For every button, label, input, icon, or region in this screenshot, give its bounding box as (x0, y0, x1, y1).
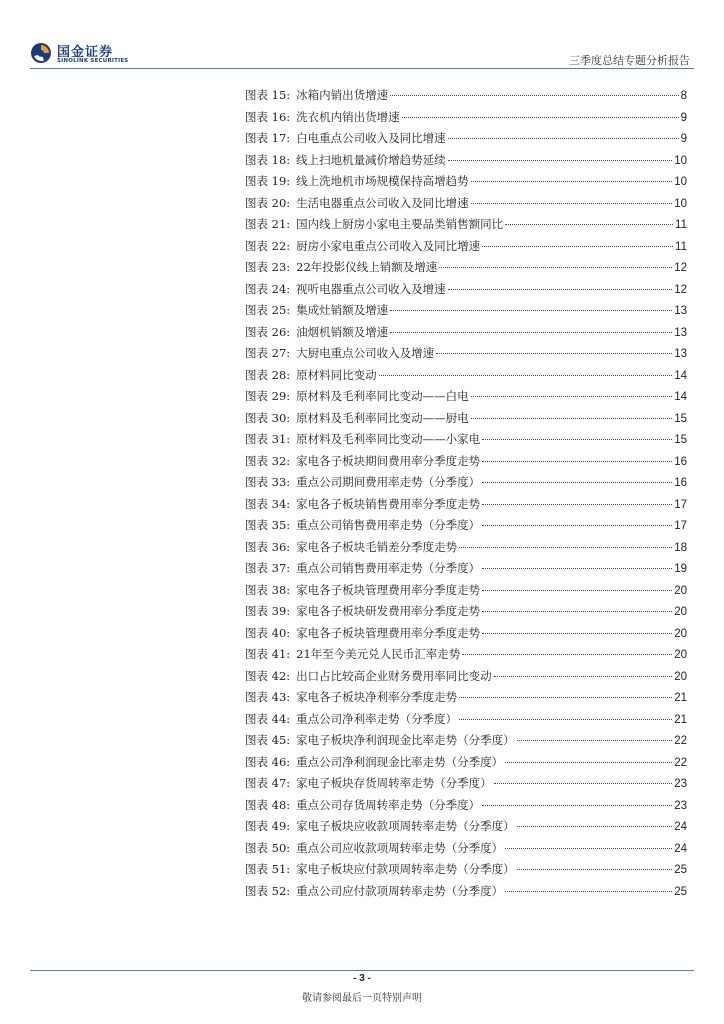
toc-entry-title: 线上洗地机市场规模保持高增趋势 (296, 174, 469, 188)
toc-entry[interactable] (245, 818, 687, 840)
toc-dot-leader (517, 740, 673, 741)
toc-dot-leader (482, 805, 672, 806)
toc-entry-title: 家电各子板块销售费用率分季度走势 (296, 496, 481, 511)
toc-dot-leader (482, 246, 673, 247)
toc-dot-leader (505, 891, 672, 892)
toc-dot-leader (390, 310, 672, 311)
company-logo (30, 42, 130, 66)
toc-entry[interactable] (245, 668, 687, 690)
toc-entry-label: 图表 32: (245, 453, 291, 468)
toc-entry-page: 22 (674, 756, 687, 769)
toc-entry-label: 图表 38: (245, 582, 291, 597)
toc-entry-page: 11 (675, 240, 687, 253)
toc-dot-leader (471, 396, 673, 397)
toc-entry[interactable] (245, 603, 687, 625)
toc-entry-page: 15 (674, 434, 687, 446)
toc-entry-page: 14 (674, 391, 687, 403)
toc-entry[interactable] (245, 517, 687, 539)
toc-entry[interactable] (245, 582, 687, 604)
toc-entry[interactable] (245, 431, 687, 453)
toc-entry-page: 12 (674, 283, 687, 296)
toc-entry[interactable] (245, 130, 687, 152)
toc-dot-leader (505, 762, 672, 763)
toc-entry-page: 23 (674, 778, 687, 790)
toc-entry[interactable] (245, 625, 687, 647)
toc-entry-page: 11 (675, 219, 687, 231)
toc-entry[interactable] (245, 152, 687, 174)
toc-dot-leader (482, 461, 672, 462)
toc-entry-page: 23 (674, 799, 687, 812)
toc-dot-leader (482, 611, 672, 612)
toc-entry-page: 20 (674, 627, 687, 640)
toc-entry[interactable] (245, 173, 687, 195)
toc-entry-label: 图表 27: (245, 346, 291, 360)
toc-entry[interactable] (245, 496, 687, 518)
toc-entry-label: 图表 52: (245, 883, 291, 898)
toc-entry-label: 图表 41: (245, 647, 291, 661)
toc-dot-leader (482, 439, 672, 440)
toc-entry-title: 重点公司应收款项周转率走势（分季度） (296, 840, 504, 855)
toc-entry-title: 重点公司应付款项周转率走势（分季度） (296, 883, 504, 898)
toc-entry-label: 图表 46: (245, 754, 291, 769)
toc-entry[interactable] (245, 861, 687, 883)
toc-entry-page: 17 (674, 498, 687, 511)
report-title: 三季度总结专题分析报告 (569, 54, 690, 67)
toc-entry-label: 图表 29: (245, 389, 291, 403)
toc-entry-label: 图表 37: (245, 561, 291, 575)
toc-dot-leader (482, 525, 672, 526)
toc-entry-title: 家电子板块应付款项周转率走势（分季度） (296, 862, 515, 876)
toc-dot-leader (505, 224, 673, 225)
toc-entry-page: 22 (674, 735, 687, 747)
toc-entry-page: 16 (674, 455, 687, 468)
toc-entry-label: 图表 17: (245, 131, 291, 145)
toc-entry-page: 25 (674, 885, 687, 898)
toc-entry-title: 出口占比较高企业财务费用率同比变动 (296, 668, 492, 683)
toc-dot-leader (482, 633, 672, 634)
toc-entry-title: 油烟机销额及增速 (296, 324, 389, 339)
logo-chinese-name: 国金证券 (57, 45, 114, 60)
toc-entry-title: 厨房小家电重点公司收入及同比增速 (296, 238, 481, 253)
toc-entry-title: 家电子板块存货周转率走势（分季度） (296, 776, 492, 790)
toc-entry-title: 家电各子板块净利率分季度走势 (296, 690, 458, 704)
toc-entry-label: 图表 24: (245, 281, 291, 296)
toc-entry-title: 家电各子板块管理费用率分季度走势 (296, 625, 481, 640)
toc-entry[interactable] (245, 754, 687, 776)
toc-entry-page: 13 (674, 305, 687, 317)
toc-entry[interactable] (245, 689, 687, 711)
toc-entry-label: 图表 44: (245, 711, 291, 726)
toc-dot-leader (459, 719, 672, 720)
toc-entry-page: 18 (674, 541, 687, 554)
toc-entry-label: 图表 35: (245, 518, 291, 532)
toc-entry-label: 图表 33: (245, 475, 291, 489)
toc-dot-leader (448, 289, 673, 290)
toc-entry-title: 家电各子板块管理费用率分季度走势 (296, 582, 481, 597)
toc-entry-title: 国内线上厨房小家电主要品类销售额同比 (296, 217, 504, 231)
toc-entry[interactable] (245, 453, 687, 475)
toc-entry-page: 13 (674, 348, 687, 360)
toc-dot-leader (390, 95, 678, 96)
toc-entry-label: 图表 50: (245, 840, 291, 855)
toc-entry-label: 图表 31: (245, 432, 291, 446)
header-divider (30, 68, 694, 69)
toc-entry-page: 19 (674, 563, 687, 575)
toc-entry-page: 20 (674, 670, 687, 683)
toc-entry-page: 20 (674, 649, 687, 661)
toc-entry-page: 14 (674, 369, 687, 382)
toc-dot-leader (471, 418, 673, 419)
toc-entry-page: 13 (674, 326, 687, 339)
toc-dot-leader (482, 568, 672, 569)
toc-entry-page: 17 (674, 520, 687, 532)
toc-entry-label: 图表 42: (245, 668, 291, 683)
toc-dot-leader (448, 138, 679, 139)
toc-dot-leader (471, 181, 673, 182)
toc-dot-leader (517, 826, 673, 827)
toc-dot-leader (379, 375, 673, 376)
toc-entry-title: 家电子板块净利润现金比率走势（分季度） (296, 733, 515, 747)
toc-dot-leader (471, 203, 673, 204)
toc-entry-title: 家电各子板块期间费用率分季度走势 (296, 453, 481, 468)
toc-entry-page: 21 (674, 692, 687, 704)
toc-entry[interactable] (245, 109, 687, 131)
toc-entry-page: 8 (680, 90, 687, 102)
toc-entry-page: 20 (674, 584, 687, 597)
toc-entry-label: 图表 48: (245, 797, 291, 812)
toc-entry-page: 10 (674, 154, 687, 167)
toc-entry[interactable] (245, 840, 687, 862)
toc-entry-page: 24 (674, 842, 687, 855)
toc-entry-label: 图表 26: (245, 324, 291, 339)
toc-entry[interactable] (245, 367, 687, 389)
toc-dot-leader (505, 848, 672, 849)
toc-entry-label: 图表 43: (245, 690, 291, 704)
toc-entry-label: 图表 47: (245, 776, 291, 790)
page-number: - 3 - (353, 973, 371, 984)
toc-entry-label: 图表 51: (245, 862, 291, 876)
toc-dot-leader (390, 332, 672, 333)
toc-entry-page: 25 (674, 864, 687, 876)
figure-index-list (245, 87, 687, 904)
toc-entry[interactable] (245, 560, 687, 582)
toc-entry[interactable] (245, 410, 687, 432)
toc-entry-page: 9 (680, 111, 687, 124)
toc-entry-title: 线上扫地机量减价增趋势延续 (296, 152, 446, 167)
toc-entry-title: 大厨电重点公司收入及增速 (296, 346, 435, 360)
toc-entry-title: 重点公司净利润现金比率走势（分季度） (296, 754, 504, 769)
toc-entry-page: 10 (674, 197, 687, 210)
toc-entry-page: 20 (674, 606, 687, 618)
toc-entry-title: 集成灶销额及增速 (296, 303, 389, 317)
page-header (0, 0, 724, 70)
toc-dot-leader (494, 676, 673, 677)
toc-entry[interactable] (245, 711, 687, 733)
toc-entry[interactable] (245, 195, 687, 217)
toc-dot-leader (462, 654, 672, 655)
toc-entry-title: 家电各子板块毛销差分季度走势 (296, 539, 458, 554)
toc-entry-title: 重点公司期间费用率走势（分季度） (296, 475, 481, 489)
toc-entry-label: 图表 34: (245, 496, 291, 511)
toc-entry[interactable] (245, 646, 687, 668)
toc-dot-leader (459, 547, 672, 548)
toc-entry-title: 重点公司销售费用率走势（分季度） (296, 561, 481, 575)
toc-entry[interactable] (245, 474, 687, 496)
toc-entry-label: 图表 15: (245, 88, 291, 102)
toc-entry-page: 10 (674, 176, 687, 188)
toc-entry-label: 图表 45: (245, 733, 291, 747)
toc-dot-leader (494, 783, 673, 784)
toc-entry-title: 21年至今美元兑人民币汇率走势 (296, 647, 461, 661)
toc-entry-label: 图表 16: (245, 109, 291, 124)
toc-entry-label: 图表 25: (245, 303, 291, 317)
footer-disclaimer: 敬请参阅最后一页特别声明 (302, 993, 422, 1004)
toc-entry-title: 原材料及毛利率同比变动——小家电 (296, 432, 481, 446)
toc-entry[interactable] (245, 302, 687, 324)
toc-entry-title: 重点公司销售费用率走势（分季度） (296, 518, 481, 532)
toc-entry-title: 重点公司净利率走势（分季度） (296, 711, 458, 726)
toc-dot-leader (402, 117, 679, 118)
toc-entry-page: 16 (674, 477, 687, 489)
toc-entry-page: 9 (680, 133, 687, 145)
toc-entry-title: 重点公司存货周转率走势（分季度） (296, 797, 481, 812)
toc-entry[interactable] (245, 324, 687, 346)
toc-dot-leader (482, 482, 672, 483)
toc-entry-title: 原材料及毛利率同比变动——白电 (296, 389, 469, 403)
toc-entry-page: 24 (674, 821, 687, 833)
toc-entry-label: 图表 28: (245, 367, 291, 382)
toc-entry[interactable] (245, 732, 687, 754)
toc-entry-label: 图表 22: (245, 238, 291, 253)
toc-entry-title: 家电各子板块研发费用率分季度走势 (296, 604, 481, 618)
toc-dot-leader (482, 504, 672, 505)
toc-entry-title: 家电子板块应收款项周转率走势（分季度） (296, 819, 515, 833)
toc-entry-title: 视听电器重点公司收入及增速 (296, 281, 446, 296)
logo-mark-icon (30, 42, 52, 64)
toc-entry[interactable] (245, 281, 687, 303)
toc-dot-leader (482, 590, 672, 591)
toc-dot-leader (436, 353, 672, 354)
toc-entry-title: 冰箱内销出货增速 (296, 88, 389, 102)
toc-entry-label: 图表 39: (245, 604, 291, 618)
toc-entry-label: 图表 23: (245, 260, 291, 274)
toc-entry-label: 图表 18: (245, 152, 291, 167)
toc-entry-label: 图表 20: (245, 195, 291, 210)
toc-entry-title: 原材料同比变动 (296, 367, 377, 382)
toc-entry[interactable] (245, 216, 687, 238)
toc-entry[interactable] (245, 775, 687, 797)
toc-entry[interactable] (245, 87, 687, 109)
toc-entry-page: 21 (674, 713, 687, 726)
toc-entry-label: 图表 19: (245, 174, 291, 188)
toc-entry-page: 12 (674, 262, 687, 274)
toc-entry[interactable] (245, 797, 687, 819)
toc-entry-title: 原材料及毛利率同比变动——厨电 (296, 410, 469, 425)
toc-entry[interactable] (245, 238, 687, 260)
logo-english-name: SINOLINK SECURITIES (57, 58, 129, 64)
toc-entry-title: 洗衣机内销出货增速 (296, 109, 400, 124)
toc-entry-label: 图表 49: (245, 819, 291, 833)
toc-dot-leader (517, 869, 673, 870)
toc-entry[interactable] (245, 345, 687, 367)
toc-dot-leader (459, 697, 672, 698)
toc-entry[interactable] (245, 883, 687, 905)
toc-entry[interactable] (245, 388, 687, 410)
toc-entry-title: 22年投影仪线上销额及增速 (296, 260, 438, 274)
toc-entry-title: 生活电器重点公司收入及同比增速 (296, 195, 469, 210)
toc-entry-title: 白电重点公司收入及同比增速 (296, 131, 446, 145)
toc-entry[interactable] (245, 259, 687, 281)
footer-divider (30, 970, 694, 971)
toc-entry-label: 图表 40: (245, 625, 291, 640)
toc-entry-label: 图表 21: (245, 217, 291, 231)
toc-entry-label: 图表 30: (245, 410, 291, 425)
toc-entry[interactable] (245, 539, 687, 561)
toc-entry-label: 图表 36: (245, 539, 291, 554)
toc-entry-page: 15 (674, 412, 687, 425)
toc-dot-leader (439, 267, 672, 268)
toc-dot-leader (448, 160, 673, 161)
